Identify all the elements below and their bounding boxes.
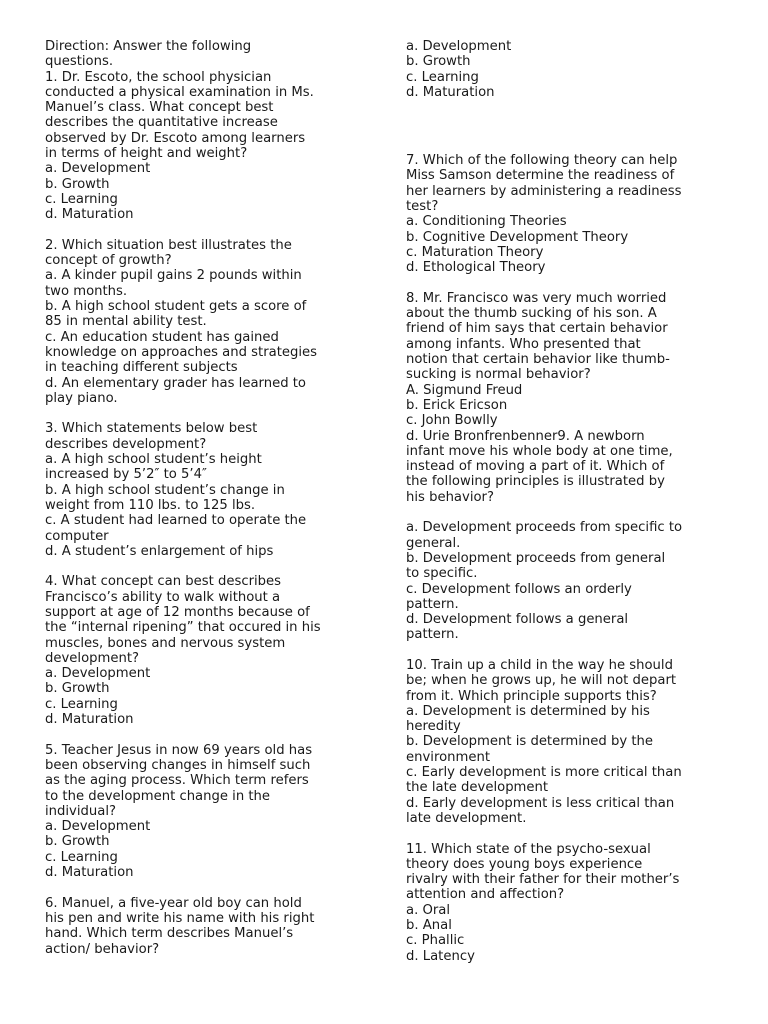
text-line: d. An elementary grader has learned to <box>45 375 307 391</box>
text-line: a. Development <box>45 666 151 682</box>
text-line: instead of moving a part of it. Which of <box>406 459 665 475</box>
text-line: attention and affection? <box>406 887 565 903</box>
text-line: b. Development is determined by the <box>406 734 653 750</box>
paragraph-gap <box>406 826 732 841</box>
text-line: muscles, bones and nervous system <box>45 635 286 651</box>
text-line: weight from 110 lbs. to 125 lbs. <box>45 497 256 513</box>
text-line: d. Urie Bronfrenbenner9. A newborn <box>406 428 645 444</box>
text-line: Miss Samson determine the readiness of <box>406 168 675 184</box>
text-line: d. Early development is less critical than <box>406 795 675 811</box>
text-line: c. Learning <box>45 849 118 865</box>
paragraph-gap <box>45 223 367 238</box>
paragraph-gap <box>45 727 367 742</box>
text-line: notion that certain behavior like thumb- <box>406 352 670 368</box>
text-line: the following principles is illustrated by <box>406 474 665 490</box>
right-column <box>406 39 732 964</box>
text-line: friend of him says that certain behavior <box>406 321 668 337</box>
text-line: a. Development is determined by his <box>406 703 650 719</box>
text-line: to the development change in the <box>45 788 271 804</box>
text-line: d. Ethological Theory <box>406 260 546 276</box>
text-line: hand. Which term describes Manuel’s <box>45 926 294 942</box>
right-column-questions <box>406 153 732 964</box>
text-line: 10. Train up a child in the way he should <box>406 657 673 673</box>
text-line: c. Phallic <box>406 933 465 949</box>
text-line: 8. Mr. Francisco was very much worried <box>406 290 667 306</box>
text-line: heredity <box>406 719 461 735</box>
paragraph-gap <box>45 406 367 421</box>
text-line: A. Sigmund Freud <box>406 382 523 398</box>
text-line: 1. Dr. Escoto, the school physician <box>45 69 272 85</box>
text-line: 85 in mental ability test. <box>45 314 207 330</box>
text-line: d. Maturation <box>406 84 495 100</box>
text-line: concept of growth? <box>45 253 172 269</box>
left-column <box>45 39 367 957</box>
text-line: pattern. <box>406 596 459 612</box>
text-line: test? <box>406 199 439 215</box>
text-line: d. Latency <box>406 948 475 964</box>
text-line: d. Maturation <box>45 712 134 728</box>
text-line: 11. Which state of the psycho-sexual <box>406 841 651 857</box>
paragraph-gap <box>45 880 367 895</box>
text-line: computer <box>45 528 109 544</box>
text-line: as the aging process. Which term refers <box>45 773 309 789</box>
text-line: 4. What concept can best describes <box>45 574 282 590</box>
text-line: describes development? <box>45 436 207 452</box>
text-line: general. <box>406 535 461 551</box>
text-line: action/ behavior? <box>45 941 160 957</box>
text-line: his behavior? <box>406 489 494 505</box>
text-line: the late development <box>406 780 549 796</box>
text-line: c. Early development is more critical than <box>406 765 682 781</box>
text-line: b. Growth <box>406 54 471 70</box>
text-line: b. A high school student’s change in <box>45 482 285 498</box>
text-line: a. A high school student’s height <box>45 452 262 468</box>
text-line: b. A high school student gets a score of <box>45 299 307 315</box>
text-line: his pen and write his name with his right <box>45 910 315 926</box>
text-line: c. Learning <box>45 191 118 207</box>
text-line: rivalry with their father for their mother’s <box>406 872 680 888</box>
text-line: theory does young boys experience <box>406 856 643 872</box>
text-line: c. Learning <box>45 696 118 712</box>
right-column-answer-options <box>406 39 732 100</box>
text-line: Manuel’s class. What concept best <box>45 100 274 116</box>
text-line: the “internal ripening” that occured in his <box>45 620 321 636</box>
text-line: support at age of 12 months because of <box>45 604 310 620</box>
text-line: 7. Which of the following theory can help <box>406 153 678 169</box>
paragraph-gap <box>406 505 732 520</box>
text-line: two months. <box>45 283 128 299</box>
text-line: c. A student had learned to operate the <box>45 513 307 529</box>
text-line: c. Development follows an orderly <box>406 581 632 597</box>
text-line: describes the quantitative increase <box>45 115 278 131</box>
text-line: b. Anal <box>406 918 452 934</box>
text-line: about the thumb sucking of his son. A <box>406 306 657 322</box>
text-line: environment <box>406 749 490 765</box>
text-line: in teaching different subjects <box>45 360 238 376</box>
text-line: b. Growth <box>45 681 110 697</box>
text-line: d. A student’s enlargement of hips <box>45 543 274 559</box>
text-line: questions. <box>45 54 114 70</box>
text-line: individual? <box>45 803 116 819</box>
text-line: to specific. <box>406 566 478 582</box>
text-line: c. An education student has gained <box>45 329 279 345</box>
text-line: b. Growth <box>45 834 110 850</box>
text-line: c. Learning <box>406 69 479 85</box>
text-line: a. Development proceeds from specific to <box>406 520 683 536</box>
text-line: be; when he grows up, he will not depart <box>406 673 677 689</box>
text-line: from it. Which principle supports this? <box>406 688 657 704</box>
text-line: development? <box>45 650 139 666</box>
text-line: Francisco’s ability to walk without a <box>45 589 281 605</box>
text-line: b. Development proceeds from general <box>406 550 666 566</box>
text-line: d. Maturation <box>45 865 134 881</box>
text-line: been observing changes in himself such <box>45 757 311 773</box>
text-line: 5. Teacher Jesus in now 69 years old has <box>45 742 313 758</box>
text-line: among infants. Who presented that <box>406 336 641 352</box>
text-line: increased by 5’2″ to 5’4″ <box>45 467 207 483</box>
blank-space <box>406 100 732 153</box>
paragraph-gap <box>45 559 367 574</box>
text-line: c. Maturation Theory <box>406 244 544 260</box>
text-line: c. John Bowlly <box>406 413 498 429</box>
text-line: knowledge on approaches and strategies <box>45 344 318 360</box>
paragraph-gap <box>406 643 732 658</box>
text-line: Direction: Answer the following <box>45 39 252 54</box>
text-line: 2. Which situation best illustrates the <box>45 237 292 253</box>
text-line: 6. Manuel, a five-year old boy can hold <box>45 895 302 911</box>
text-line: her learners by administering a readiness <box>406 183 682 199</box>
text-line: infant move his whole body at one time, <box>406 443 673 459</box>
text-line: sucking is normal behavior? <box>406 367 591 383</box>
text-line: b. Growth <box>45 176 110 192</box>
text-line: pattern. <box>406 627 459 643</box>
text-line: b. Cognitive Development Theory <box>406 229 629 245</box>
text-line: late development. <box>406 810 527 826</box>
text-line: a. Oral <box>406 902 451 918</box>
text-line: observed by Dr. Escoto among learners <box>45 130 306 146</box>
paragraph-gap <box>406 276 732 291</box>
text-line: a. Development <box>406 39 512 54</box>
text-line: conducted a physical examination in Ms. <box>45 84 314 100</box>
text-line: in terms of height and weight? <box>45 146 248 162</box>
text-line: 3. Which statements below best <box>45 421 258 437</box>
text-line: d. Development follows a general <box>406 612 629 628</box>
text-line: a. Conditioning Theories <box>406 214 567 230</box>
text-line: d. Maturation <box>45 207 134 223</box>
text-line: a. Development <box>45 819 151 835</box>
text-line: play piano. <box>45 390 118 406</box>
text-line: b. Erick Ericson <box>406 397 508 413</box>
text-line: a. Development <box>45 161 151 177</box>
text-line: a. A kinder pupil gains 2 pounds within <box>45 268 302 284</box>
